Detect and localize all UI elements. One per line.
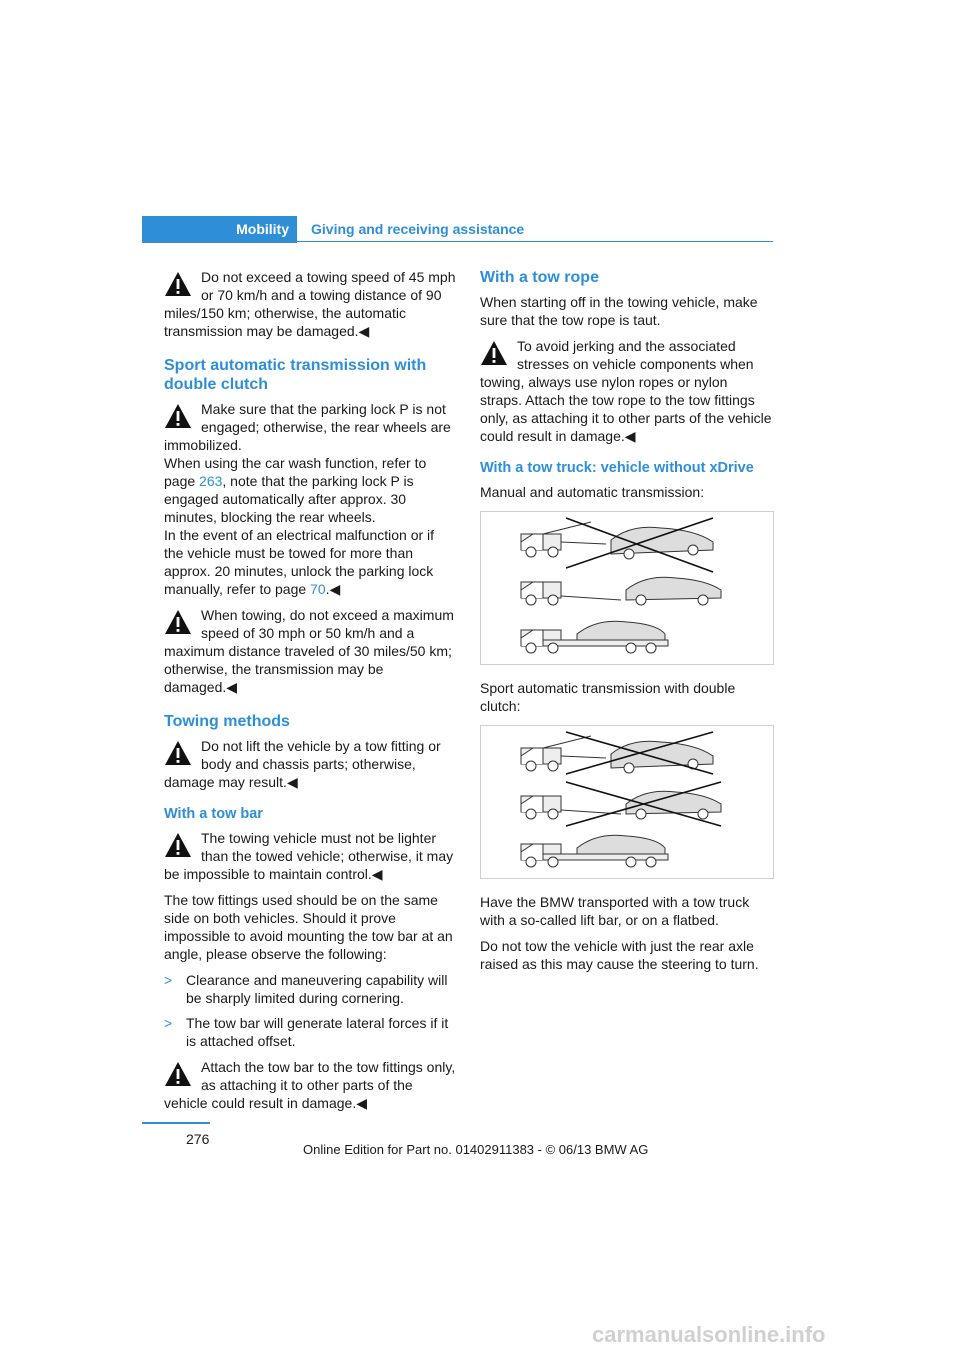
edition-line: Online Edition for Part no. 01402911383 - © 06/13 BMW AG (303, 1142, 649, 1157)
figure-towing-manual (480, 511, 774, 665)
warning-triangle-icon (164, 270, 192, 298)
heading-tow-rope: With a tow rope (480, 269, 599, 286)
warning-note (164, 268, 456, 340)
bullet-mark: > (164, 972, 173, 988)
heading-towing-methods: Towing methods (164, 713, 290, 730)
warning-text: In the event of an electrical malfunction or if the vehicle must be towed for more than approx. 20 minutes, unlock the parking lock manually, refer to page (164, 527, 435, 597)
end-mark: ◀ (226, 679, 238, 695)
warning-text: The towing vehicle must not be lighter than the towed vehicle; otherwise, it may be impossible to maintain control. (164, 830, 454, 882)
towing-methods-illustration (481, 512, 773, 664)
running-header (142, 216, 773, 243)
paragraph-rope: When starting off in the towing vehicle, make sure that the tow rope is taut. (480, 294, 758, 328)
warning-triangle-icon (164, 739, 192, 767)
paragraph-do-not-tow: Do not tow the vehicle with just the rear axle raised as this may cause the steering to turn. (480, 938, 759, 972)
warning-note (164, 829, 456, 883)
figure-towing-sport (480, 725, 774, 879)
list-item-text: The tow bar will generate lateral forces if it is attached offset. (186, 1015, 449, 1049)
end-mark: ◀ (329, 581, 341, 597)
warning-text: When towing, do not exceed a maximum speed of 30 mph or 50 km/h and a maximum distance traveled of 30 miles/50 km; otherwise, the transmission may be damaged. (164, 607, 454, 695)
warning-triangle-icon (164, 402, 192, 430)
warning-triangle-icon (480, 339, 508, 367)
page-link-263[interactable]: 263 (199, 473, 223, 489)
page-number: 276 (186, 1131, 210, 1147)
end-mark: ◀ (371, 866, 383, 882)
warning-text: Make sure that the parking lock P is not engaged; otherwise, the rear wheels are immobilized. (164, 401, 451, 453)
warning-note (164, 737, 456, 791)
paragraph-transport: Have the BMW transported with a tow truck with a so-called lift bar, or on a flatbed. (480, 894, 750, 928)
end-mark: ◀ (286, 774, 298, 790)
section-tab: Mobility (142, 216, 297, 243)
warning-text: Attach the tow bar to the tow fittings only, as attaching it to other parts of the vehicle could result in damage. (164, 1059, 456, 1111)
bullet-mark: > (164, 1015, 173, 1031)
warning-note (480, 337, 772, 445)
warning-text: . (325, 581, 330, 597)
warning-note (164, 1058, 456, 1112)
warning-text: Do not lift the vehicle by a tow fitting or body and chassis parts; otherwise, damage may result. (164, 738, 441, 790)
warning-text: , note that the parking lock P is engaged automatically after approx. 30 minutes, blocking the rear wheels. (164, 473, 414, 525)
left-column (164, 268, 456, 1120)
warning-note (164, 606, 456, 696)
end-mark: ◀ (358, 323, 370, 339)
list-item (164, 1014, 456, 1050)
chapter-title: Giving and receiving assistance (311, 221, 525, 237)
page-link-70[interactable]: 70 (310, 581, 326, 597)
end-mark: ◀ (624, 428, 636, 444)
warning-triangle-icon (164, 1060, 192, 1088)
site-watermark: carmanualsonline.info (592, 1322, 826, 1347)
warning-triangle-icon (164, 608, 192, 636)
footer-rule (142, 1122, 210, 1124)
paragraph-sport-double-clutch: Sport automatic transmission with double clutch: (480, 680, 736, 714)
list-item (164, 971, 456, 1007)
heading-tow-bar: With a tow bar (164, 806, 263, 822)
right-column (480, 268, 772, 981)
warning-triangle-icon (164, 831, 192, 859)
heading-sport-transmission: Sport automatic transmission with double clutch (164, 357, 427, 393)
bullet-list (164, 971, 456, 1050)
paragraph-tow-fittings: The tow fittings used should be on the same side on both vehicles. Should it prove impossible to avoid mounting the tow bar at an angle, please observe the following: (164, 892, 453, 962)
warning-text: To avoid jerking and the associated stresses on vehicle components when towing, always use nylon ropes or nylon straps. Attach the tow rope to the tow fittings only, as attaching it to other parts of the vehicle could result in damage. (480, 338, 772, 444)
towing-sport-illustration (481, 726, 773, 878)
end-mark: ◀ (356, 1095, 368, 1111)
warning-text: Do not exceed a towing speed of 45 mph or 70 km/h and a towing distance of 90 miles/150 km; otherwise, the automatic transmission may be damaged. (164, 269, 456, 339)
warning-text: When using the car wash function, refer to page (164, 455, 427, 489)
header-rule (297, 241, 773, 242)
paragraph-manual-auto: Manual and automatic transmission: (480, 484, 705, 500)
heading-tow-truck: With a tow truck: vehicle without xDrive (480, 460, 754, 476)
warning-note (164, 400, 456, 598)
list-item-text: Clearance and maneuvering capability will be sharply limited during cornering. (186, 972, 448, 1006)
